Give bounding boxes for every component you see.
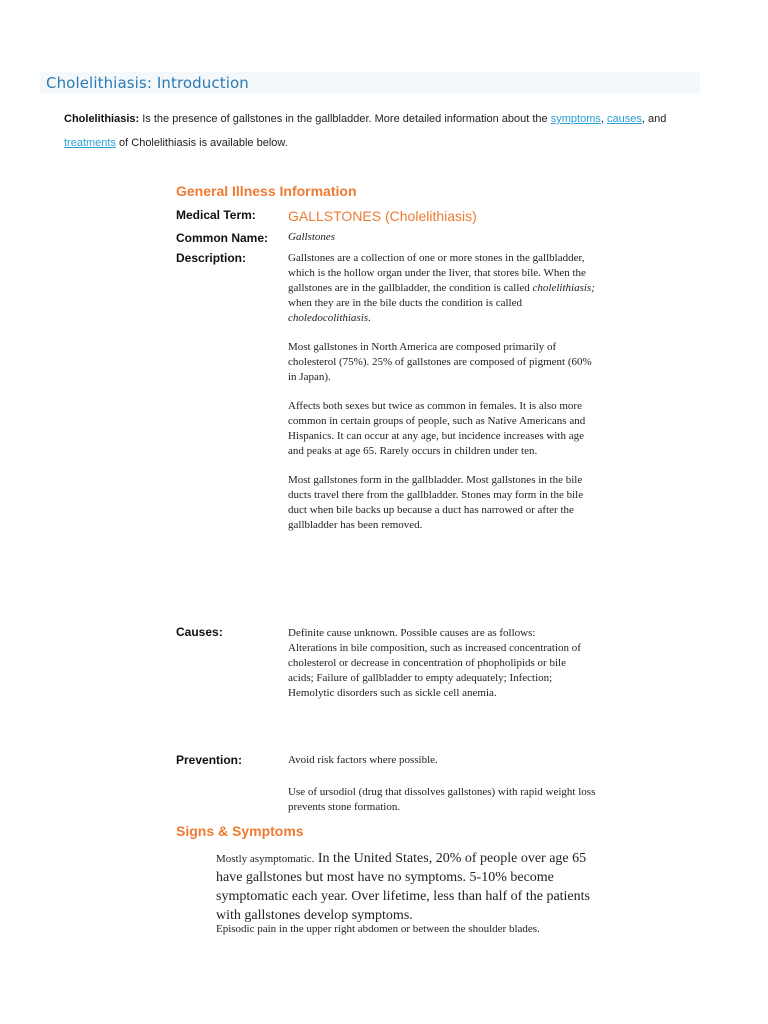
description-p3: Affects both sexes but twice as common in females. It is also more common in certain groups of people, such as Native Americans and Hispanics. It can occur at any age, but incidence increases with age and peaks at age 65. Rarely occurs in children under ten. xyxy=(288,400,586,457)
desc-p1-b: when they are in the bile ducts the condition is called xyxy=(288,297,522,309)
causes-value: Definite cause unknown. Possible causes are as follows: Alterations in bile composition, such as increased concentration of cholesterol or decrease in concentration of phopholipids or bile acids; Failure of gallbladder to empty adequately; Infection; Hemolytic disorders such as sickle cell anemia. xyxy=(288,627,581,699)
intro-line-2 xyxy=(64,137,288,149)
common-name-value: Gallstones xyxy=(288,231,336,243)
signs-p1-large: In the United States, 20% of people over age 65 have gallstones but most have no symptoms. 5-10% become symptomatic each year. Over lifetime, less than half of the patients with gallstones develop symptoms. xyxy=(216,851,590,923)
link-treatments[interactable]: treatments xyxy=(64,137,116,149)
intro-sep-1: , xyxy=(600,113,607,125)
medical-term-value: GALLSTONES (Cholelithiasis) xyxy=(288,208,477,224)
desc-p1-italic-1: cholelithiasis; xyxy=(532,282,595,294)
page-title: Cholelithiasis: Introduction xyxy=(46,74,249,92)
description-p4: Most gallstones form in the gallbladder. Most gallstones in the bile ducts travel there from the gallbladder. Stones may form in the bile duct when bile backs up because a duct has narrowed or after the gallbladder has been removed. xyxy=(288,474,584,531)
signs-heading: Signs & Symptoms xyxy=(176,823,304,839)
prevention-p1: Avoid risk factors where possible. xyxy=(288,754,438,766)
link-causes[interactable]: causes xyxy=(606,113,642,125)
link-symptoms[interactable]: symptoms xyxy=(550,113,601,125)
signs-p1 xyxy=(216,849,596,925)
prevention-label: Prevention: xyxy=(176,753,243,767)
general-heading: General Illness Information xyxy=(176,183,357,199)
description-p1 xyxy=(288,251,598,326)
desc-p1-italic-2: choledocolithiasis xyxy=(288,312,369,324)
intro-sep-2: , and xyxy=(641,113,667,125)
common-name-label: Common Name: xyxy=(176,231,269,245)
medical-term-label: Medical Term: xyxy=(176,208,256,222)
intro-line-1 xyxy=(64,113,666,125)
intro-text-1: Is the presence of gallstones in the gallbladder. More detailed information about the xyxy=(139,113,551,125)
prevention-value xyxy=(288,753,598,829)
desc-p1-c: . xyxy=(368,312,371,324)
signs-p1-small: Mostly asymptomatic. xyxy=(216,853,315,865)
prevention-p2: Use of ursodiol (drug that dissolves gallstones) with rapid weight loss prevents stone formation. xyxy=(288,786,596,813)
causes-label: Causes: xyxy=(176,625,223,639)
intro-term: Cholelithiasis: xyxy=(64,113,140,125)
description-value xyxy=(288,251,598,547)
signs-p2: Episodic pain in the upper right abdomen or between the shoulder blades. xyxy=(216,923,540,935)
description-p2: Most gallstones in North America are composed primarily of cholesterol (75%). 25% of gallstones are composed of pigment (60% in Japan). xyxy=(288,341,592,383)
description-label: Description: xyxy=(176,251,247,265)
desc-p1-a: Gallstones are a collection of one or more stones in the gallbladder, which is the hollow organ under the liver, that stores bile. When the gallstones are in the gallbladder, the condition is called xyxy=(288,252,586,294)
intro-text-2: of Cholelithiasis is available below. xyxy=(115,137,288,149)
